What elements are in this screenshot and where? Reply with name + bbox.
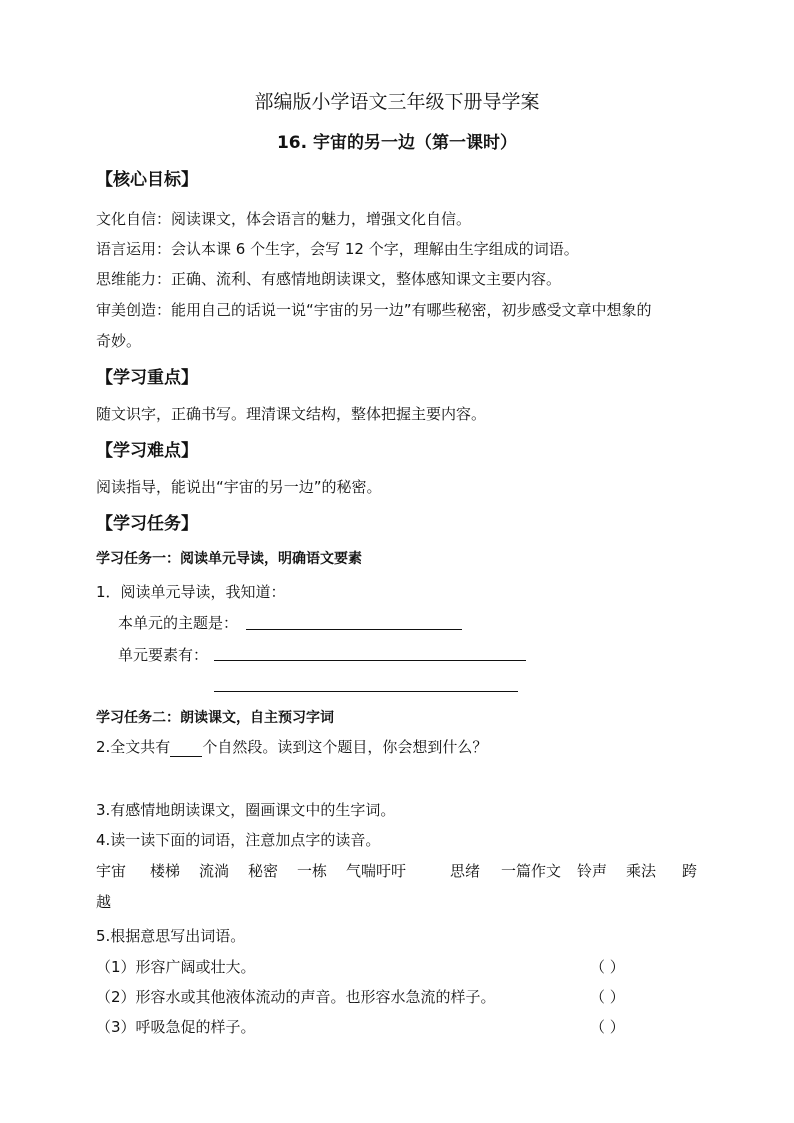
paragraph-count-blank[interactable] [170, 740, 202, 757]
key-points-heading: 【学习重点】 [96, 368, 198, 388]
difficulties-heading: 【学习难点】 [96, 441, 198, 461]
word-item: 一篇作文 [501, 862, 562, 880]
goal-aesthetic-cont: 奇妙。 [96, 332, 142, 350]
word-item: 秘密 [248, 862, 279, 880]
word-item-wrap: 越 [96, 893, 112, 911]
theme-label: 本单元的主题是： [118, 614, 239, 632]
q2-text-after: 个自然段。读到这个题目，你会想到什么？ [202, 738, 488, 756]
document-title: 部编版小学语文三年级下册导学案 [254, 91, 540, 113]
answer-paren-1[interactable]: （ ） [590, 958, 625, 976]
goal-language: 语言运用：会认本课 6 个生字，会写 12 个字，理解由生字组成的词语。 [96, 240, 579, 258]
answer-paren-2[interactable]: （ ） [590, 988, 625, 1006]
answer-paren-3[interactable]: （ ） [590, 1018, 625, 1036]
goal-culture: 文化自信：阅读课文，体会语言的魅力，增强文化自信。 [96, 210, 472, 228]
definition-3: （3）呼吸急促的样子。 [96, 1018, 256, 1036]
word-item: 楼梯 [150, 862, 181, 880]
goal-aesthetic: 审美创造：能用自己的话说一说“宇宙的另一边”有哪些秘密，初步感受文章中想象的 [96, 301, 652, 319]
task2-q5: 5.根据意思写出词语。 [96, 927, 246, 945]
goal-thinking: 思维能力：正确、流利、有感情地朗读课文，整体感知课文主要内容。 [96, 270, 562, 288]
word-item: 乘法 [626, 862, 657, 880]
task2-q3: 3.有感情地朗读课文，圈画课文中的生字词。 [96, 801, 396, 819]
tasks-heading: 【学习任务】 [96, 514, 198, 534]
word-item: 宇宙 [96, 862, 127, 880]
word-item: 气喘吁吁 [346, 862, 407, 880]
core-goals-heading: 【核心目标】 [96, 170, 198, 190]
definition-2: （2）形容水或其他液体流动的声音。也形容水急流的样子。 [96, 988, 496, 1006]
lesson-title: 16. 宇宙的另一边（第一课时） [276, 133, 518, 153]
q2-text-before: 2.全文共有 [96, 738, 171, 756]
elements-label: 单元要素有： [118, 646, 209, 664]
word-item: 一栋 [297, 862, 328, 880]
definition-1: （1）形容广阔或壮大。 [96, 958, 256, 976]
task2-title: 学习任务二：朗读课文，自主预习字词 [96, 710, 334, 726]
word-item: 铃声 [577, 862, 608, 880]
theme-answer-line[interactable] [246, 629, 462, 630]
task2-q2 [96, 737, 487, 757]
word-item: 流淌 [199, 862, 230, 880]
word-item: 思绪 [450, 862, 481, 880]
elements-answer-line-2[interactable] [214, 691, 518, 692]
difficulties-text: 阅读指导，能说出“宇宙的另一边”的秘密。 [96, 478, 382, 496]
word-item: 跨 [682, 862, 698, 880]
key-points-text: 随文识字，正确书写。理清课文结构，整体把握主要内容。 [96, 405, 487, 423]
task1-q1: 1．阅读单元导读，我知道： [96, 583, 286, 601]
task2-q4: 4.读一读下面的词语，注意加点字的读音。 [96, 831, 381, 849]
task1-title: 学习任务一：阅读单元导读，明确语文要素 [96, 551, 362, 567]
elements-answer-line-1[interactable] [214, 660, 526, 661]
